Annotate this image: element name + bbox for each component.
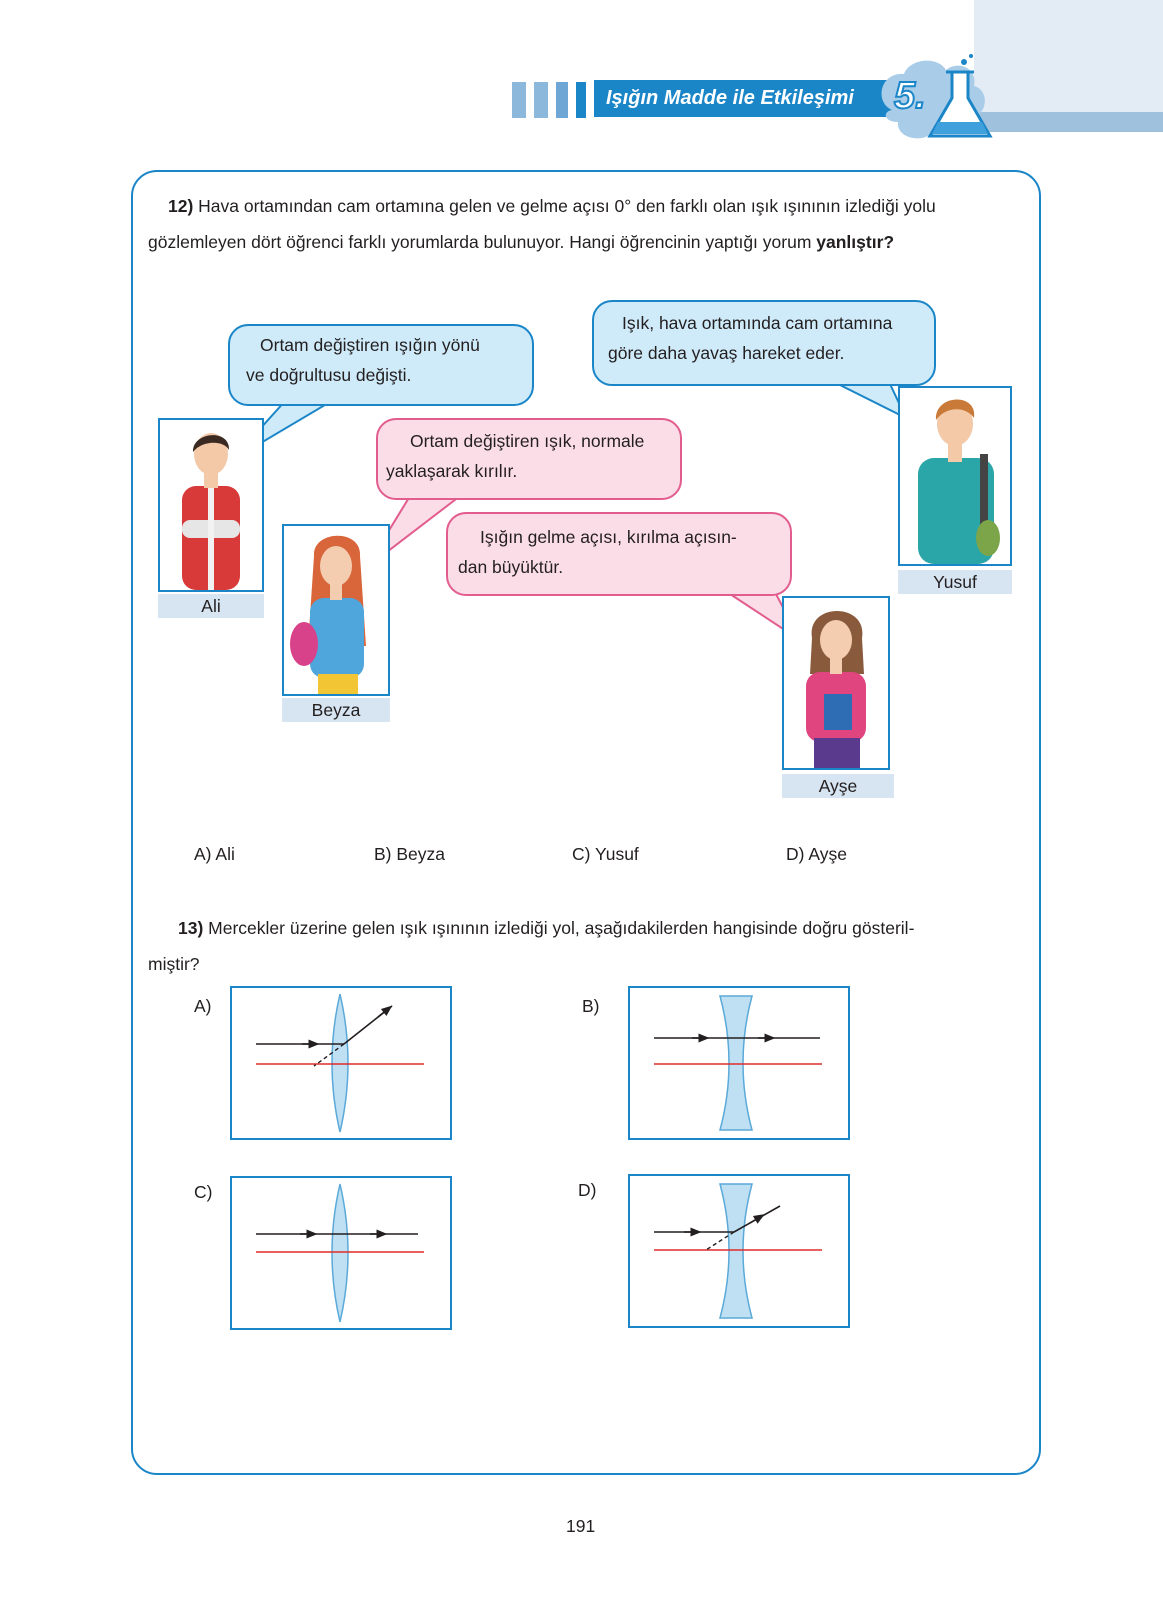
convex-lens-icon xyxy=(332,994,348,1132)
beyza-speech-bubble xyxy=(376,418,682,500)
beyza-portrait xyxy=(282,524,390,696)
ali-portrait xyxy=(158,418,264,592)
ali-name-label: Ali xyxy=(158,594,264,618)
q13-text xyxy=(148,910,1028,982)
yusuf-portrait xyxy=(898,386,1012,566)
yusuf-name-label: Yusuf xyxy=(898,570,1012,594)
beyza-bubble-line2: yaklaşarak kırılır. xyxy=(386,461,518,481)
ali-bubble-line1: Ortam değiştiren ışığın yönü xyxy=(260,335,480,355)
q12-emphasis: yanlıştır? xyxy=(816,232,895,252)
ali-figure-icon xyxy=(160,420,262,590)
q12-line2: gözlemleyen dört öğrenci farklı yorumlarda bulunuyor. Hangi öğrencinin yaptığı yorum xyxy=(148,232,812,252)
concave-lens-icon xyxy=(720,1184,752,1318)
q13-line2: miştir? xyxy=(148,954,200,974)
q12-option-b[interactable]: B) Beyza xyxy=(374,844,445,864)
q12-option-a[interactable]: A) Ali xyxy=(194,844,235,864)
ayse-figure-icon xyxy=(784,598,888,768)
ray-arrow-icon xyxy=(750,1217,760,1223)
yusuf-bubble-line2: göre daha yavaş hareket eder. xyxy=(608,343,845,363)
q12-option-d[interactable]: D) Ayşe xyxy=(786,844,847,864)
lens-diagram-d[interactable] xyxy=(628,1174,850,1328)
yusuf-speech-bubble xyxy=(592,300,936,386)
q12-option-c[interactable]: C) Yusuf xyxy=(572,844,639,864)
convex-lens-icon xyxy=(332,1184,348,1322)
q12-number: 12) xyxy=(168,196,194,216)
ray-arrow-icon xyxy=(378,1009,388,1017)
q13-option-d-label[interactable]: D) xyxy=(578,1180,597,1200)
q12-line1: Hava ortamından cam ortamına gelen ve gelme açısı 0° den farklı olan ışık ışınının izlediği yolu xyxy=(198,196,936,216)
q13-option-c-label[interactable]: C) xyxy=(194,1182,213,1202)
ali-speech-bubble xyxy=(228,324,534,406)
beyza-name-label: Beyza xyxy=(282,698,390,722)
yusuf-figure-icon xyxy=(900,388,1010,564)
ayse-name-label: Ayşe xyxy=(782,774,894,798)
ali-bubble-line2: ve doğrultusu değişti. xyxy=(246,365,412,385)
unit-number: 5. xyxy=(894,75,926,117)
yusuf-bubble-line1: Işık, hava ortamında cam ortamına xyxy=(622,313,893,333)
beyza-bubble-line1: Ortam değiştiren ışık, normale xyxy=(410,431,645,451)
ayse-bubble-line2: dan büyüktür. xyxy=(458,557,564,577)
q13-option-b-label[interactable]: B) xyxy=(582,996,600,1016)
q13-option-a-label[interactable]: A) xyxy=(194,996,212,1016)
ayse-bubble-line1: Işığın gelme açısı, kırılma açısın- xyxy=(480,527,737,547)
page-number: 191 xyxy=(566,1516,596,1536)
ayse-speech-bubble xyxy=(446,512,792,596)
ayse-portrait xyxy=(782,596,890,770)
beyza-figure-icon xyxy=(284,526,388,694)
lens-diagram-b[interactable] xyxy=(628,986,850,1140)
lens-diagram-a[interactable] xyxy=(230,986,452,1140)
q13-number: 13) xyxy=(178,918,204,938)
concave-lens-icon xyxy=(720,996,752,1130)
chapter-title: Işığın Madde ile Etkileşimi xyxy=(594,80,904,117)
yusuf-bubble-tail xyxy=(838,384,906,418)
lens-diagram-c[interactable] xyxy=(230,1176,452,1330)
q13-line1: Mercekler üzerine gelen ışık ışınının izlediği yol, aşağıdakilerden hangisinde doğru gösteril- xyxy=(208,918,915,938)
